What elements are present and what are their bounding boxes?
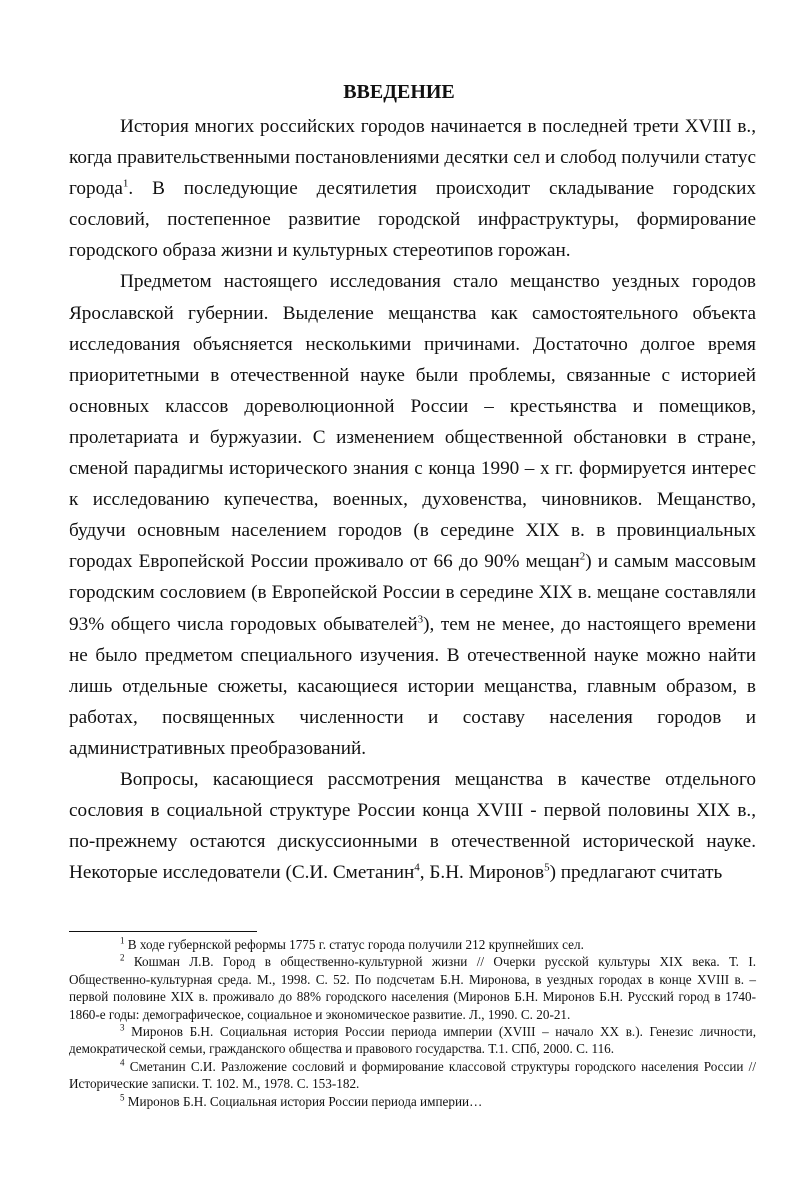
footnote-text: В ходе губернской реформы 1775 г. статус города получили 212 крупнейших сел. [127, 937, 584, 952]
footnote-ref-2[interactable]: 2 [579, 550, 586, 563]
footnote-ref-3[interactable]: 3 [417, 613, 424, 626]
paragraph-1 [69, 111, 756, 266]
paragraph-3-text-3: ) предлагают считать [549, 862, 723, 884]
footnote-4 [69, 1058, 756, 1093]
footnote-ref-4[interactable]: 4 [414, 861, 420, 874]
footnote-5 [69, 1093, 756, 1110]
footnote-1 [69, 936, 756, 953]
footnote-divider [69, 931, 257, 932]
footnote-ref-5[interactable]: 5 [544, 861, 550, 874]
footnote-ref-1[interactable]: 1 [122, 177, 129, 190]
footnote-number: 4 [120, 1057, 125, 1068]
paragraph-3-text-2: , Б.Н. Миронов [419, 862, 545, 884]
main-text [69, 111, 756, 888]
footnote-3 [69, 1023, 756, 1058]
footnote-text: Миронов Б.Н. Социальная история России периода империи (XVIII – начало XX в.). Генезис личности, демократической семьи, гражданского общества и правового государства. Т.1. СПб, 2000. С. 116. [69, 1024, 756, 1057]
paragraph-1-text-2: . В последующие десятилетия происходит складывание городских сословий, постепенное развитие городской инфраструктуры, формирование городского образа жизни и культурных стереотипов горожан. [69, 178, 756, 262]
footnote-number: 1 [120, 935, 125, 946]
footnote-2 [69, 953, 756, 1023]
paragraph-2 [69, 266, 756, 764]
paragraph-2-text-1: Предметом настоящего исследования стало мещанство уездных городов Ярославской губернии. Выделение мещанства как самостоятельного объекта исследования объясняется несколькими причинами. Достаточно долгое время приоритетными в отечественной науке были проблемы, связанные с историей основных классов дореволюционной России – крестьянства и помещиков, пролетариата и буржуазии. С изменением общественной обстановки в стране, сменой парадигмы исторического знания с конца 1990 – х гг. формируется интерес к исследованию купечества, военных, духовенства, чиновников. Мещанство, будучи основным населением городов (в середине XIX в. в провинциальных городах Европейской России проживало от 66 до 90% мещан [69, 271, 756, 573]
paragraph-2-text-3: ), тем не менее, до настоящего времени не было предметом специального изучения. В отечественной науке можно найти лишь отдельные сюжеты, касающиеся истории мещанства, главным образом, в работах, посвященных численности и составу населения городов и административных преобразований. [69, 613, 756, 759]
footnote-text: Кошман Л.В. Город в общественно-культурной жизни // Очерки русской культуры XIX века. Т. I. Общественно-культурная среда. М., 1998. С. 52. По подсчетам Б.Н. Миронова, в уездных городах в конце XVIII в. – первой половине XIX в. проживало до 88% городского населения (Миронов Б.Н. Миронов Б.Н. Русский город в 1740-1860-е годы: демографическое, социальное и экономическое развитие. Л., 1990. С. 20-21. [69, 954, 757, 1022]
footnote-number: 2 [120, 953, 125, 964]
paragraph-1-text-1: История многих российских городов начинается в последней трети XVIII в., когда правительственными постановлениями десятки сел и слобод получили статус города [69, 116, 756, 200]
page-title: ВВЕДЕНИЕ [343, 81, 455, 103]
paragraph-2-text-2: ) и самым массовым городским сословием (в Европейской России в середине XIX в. мещане составляли 93% общего числа городовых обывателей [69, 551, 756, 635]
footnote-number: 5 [120, 1092, 125, 1103]
footnotes [69, 936, 756, 1110]
footnote-number: 3 [120, 1022, 125, 1033]
paragraph-3 [69, 764, 756, 888]
footnote-text: Сметанин С.И. Разложение сословий и формирование классовой структуры городского населения России // Исторические записки. Т. 102. М., 1978. С. 153-182. [69, 1058, 757, 1092]
footnote-text: Миронов Б.Н. Социальная история России периода империи… [127, 1093, 483, 1109]
paragraph-3-text-1: Вопросы, касающиеся рассмотрения мещанства в качестве отдельного сословия в социальной структуре России конца XVIII - первой половины XIX в., по-прежнему остаются дискуссионными в отечественной исторической науке. Некоторые исследователи (С.И. Сметанин [69, 768, 756, 884]
